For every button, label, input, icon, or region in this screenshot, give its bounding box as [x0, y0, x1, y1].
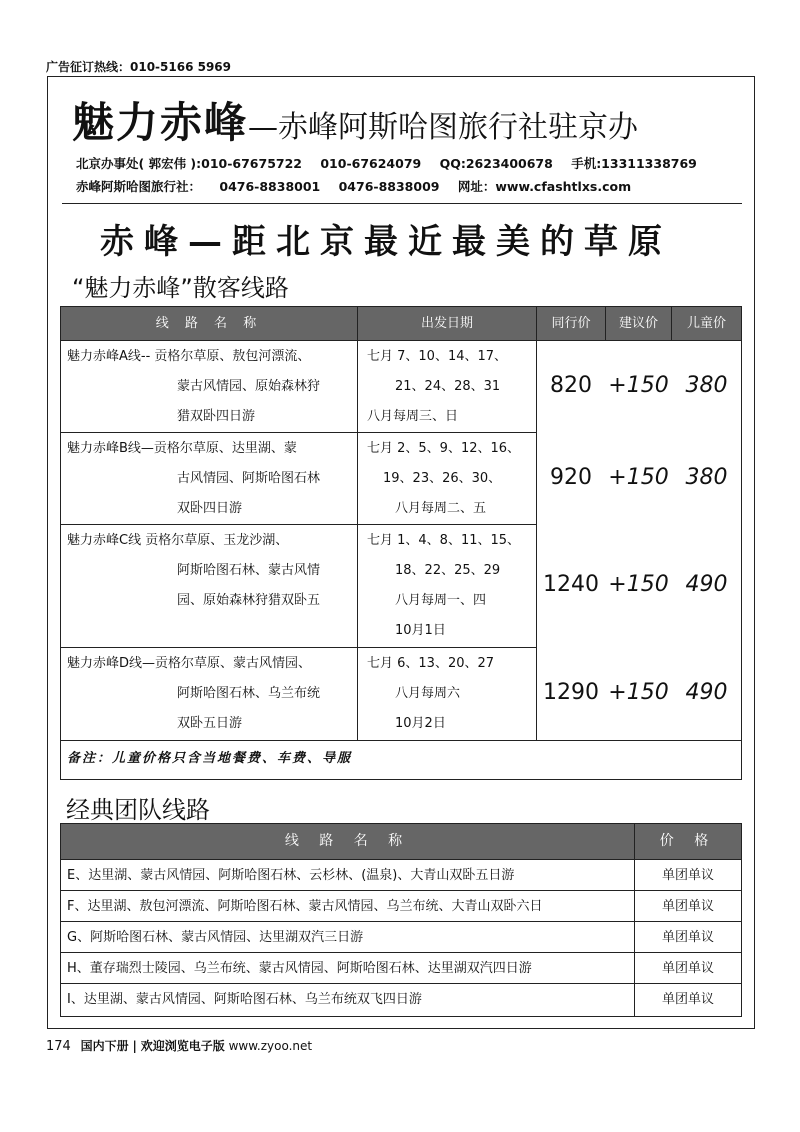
row-divider: [61, 340, 741, 341]
beijing-office-phone-2: 010-67624079: [320, 156, 422, 171]
footer-welcome: 欢迎浏览电子版: [140, 1039, 225, 1053]
section-title-individual: “魅力赤峰”散客线路: [72, 274, 289, 302]
route-d-name: 魅力赤峰D线—贡格尔草原、蒙古风情园、 阿斯哈图石林、乌兰布统 双卧五日游: [67, 656, 321, 731]
footer-website: www.zyoo.net: [228, 1039, 313, 1053]
row-divider: [61, 740, 741, 741]
route-h: H、董存瑞烈士陵园、乌兰布统、蒙古风情园、阿斯哈图石林、达里湖双汽四日游: [67, 961, 532, 976]
route-a-child-price: 380: [685, 373, 728, 398]
agency-name: 赤峰阿斯哈图旅行社驻京办: [278, 110, 639, 145]
headline-dash: —: [248, 110, 279, 145]
route-c-dates: 七月 1、4、8、11、15、 18、22、25、29 八月每周一、四 10月1日: [367, 533, 521, 638]
header-route-name: 线 路 名 称: [284, 833, 411, 849]
group-routes-table: [60, 823, 742, 1017]
slogan: 赤峰—距北京最近最美的草原: [100, 222, 672, 262]
row-divider: [61, 432, 536, 433]
route-a-name: 魅力赤峰A线-- 贡格尔草原、敖包河漂流、 蒙古风情园、原始森林狩 猎双卧四日游: [67, 349, 321, 424]
route-a-peer-price: 820: [550, 373, 592, 398]
table-header: [61, 824, 741, 859]
header-divider: [62, 203, 742, 204]
headline: [72, 90, 638, 150]
agency-phone-2: 0476-8838009: [338, 179, 440, 194]
table-header: [61, 307, 741, 340]
route-c-suggested-price: +150: [608, 572, 669, 597]
header-price: 价 格: [659, 833, 717, 849]
contact-row-1: [76, 154, 711, 172]
page-footer: [46, 1037, 312, 1054]
qq-number: QQ:2623400678: [439, 156, 553, 171]
col-divider: [605, 307, 606, 340]
route-e-price: 单团单议: [661, 868, 714, 883]
row-divider: [61, 647, 536, 648]
route-f: F、达里湖、敖包河漂流、阿斯哈图石林、蒙古风情园、乌兰布统、大青山双卧六日: [67, 899, 543, 914]
page-number: 174: [46, 1039, 71, 1054]
col-divider: [671, 307, 672, 340]
footer-section: 国内下册: [80, 1039, 129, 1053]
route-i-price: 单团单议: [661, 992, 714, 1007]
route-i: I、达里湖、蒙古风情园、阿斯哈图石林、乌兰布统双飞四日游: [67, 992, 422, 1007]
agency-phone-1: 0476-8838001: [219, 179, 321, 194]
route-c-peer-price: 1240: [543, 572, 599, 597]
table-row: [61, 952, 741, 983]
header-departure-date: 出发日期: [420, 316, 473, 331]
child-price-note: 备注：儿童价格只含当地餐费、车费、导服: [67, 751, 353, 766]
route-d-peer-price: 1290: [543, 680, 599, 705]
route-g: G、阿斯哈图石林、蒙古风情园、达里湖双汽三日游: [67, 930, 364, 945]
route-d-suggested-price: +150: [608, 680, 669, 705]
header-child-price: 儿童价: [686, 316, 726, 331]
table-row: [61, 890, 741, 921]
route-f-price: 单团单议: [661, 899, 714, 914]
route-b-dates: 七月 2、5、9、12、16、 19、23、26、30、 八月每周二、五: [367, 441, 521, 516]
route-h-price: 单团单议: [661, 961, 714, 976]
table-row: [61, 921, 741, 952]
section-title-group: 经典团队线路: [66, 796, 210, 824]
agency-label: 赤峰阿斯哈图旅行社：: [76, 179, 202, 194]
header-peer-price: 同行价: [551, 316, 591, 331]
brand-title: 魅力赤峰: [72, 98, 249, 147]
route-d-child-price: 490: [685, 680, 728, 705]
route-a-dates: 七月 7、10、14、17、 21、24、28、31 八月每周三、日: [367, 349, 508, 424]
individual-routes-table: [60, 306, 742, 780]
header-route-name: 线 路 名 称: [155, 316, 263, 331]
route-b-child-price: 380: [685, 465, 728, 490]
mobile-number: 手机:13311338769: [571, 156, 697, 171]
route-b-suggested-price: +150: [608, 465, 669, 490]
route-b-peer-price: 920: [550, 465, 592, 490]
route-b-name: 魅力赤峰B线—贡格尔草原、达里湖、蒙 古风情园、阿斯哈图石林 双卧四日游: [67, 441, 321, 516]
table-row: [61, 983, 741, 1016]
route-c-child-price: 490: [685, 572, 728, 597]
website: 网址：www.cfashtlxs.com: [457, 179, 632, 194]
beijing-office-phone: 北京办事处( 郭宏伟 ):010-67675722: [76, 156, 302, 171]
route-c-name: 魅力赤峰C线 贡格尔草原、玉龙沙湖、 阿斯哈图石林、蒙古风情 园、原始森林狩猎双卧五: [67, 533, 321, 608]
table-row: [61, 859, 741, 890]
footer-separator: |: [132, 1039, 137, 1053]
route-e: E、达里湖、蒙古风情园、阿斯哈图石林、云杉林、(温泉)、大青山双卧五日游: [67, 868, 515, 883]
contact-row-2: [76, 177, 645, 195]
header-suggested-price: 建议价: [618, 316, 658, 331]
ad-hotline: 广告征订热线：010-5166 5969: [46, 60, 232, 74]
route-d-dates: 七月 6、13、20、27 八月每周六 10月2日: [367, 656, 495, 731]
route-a-suggested-price: +150: [608, 373, 669, 398]
row-divider: [61, 524, 536, 525]
route-g-price: 单团单议: [661, 930, 714, 945]
